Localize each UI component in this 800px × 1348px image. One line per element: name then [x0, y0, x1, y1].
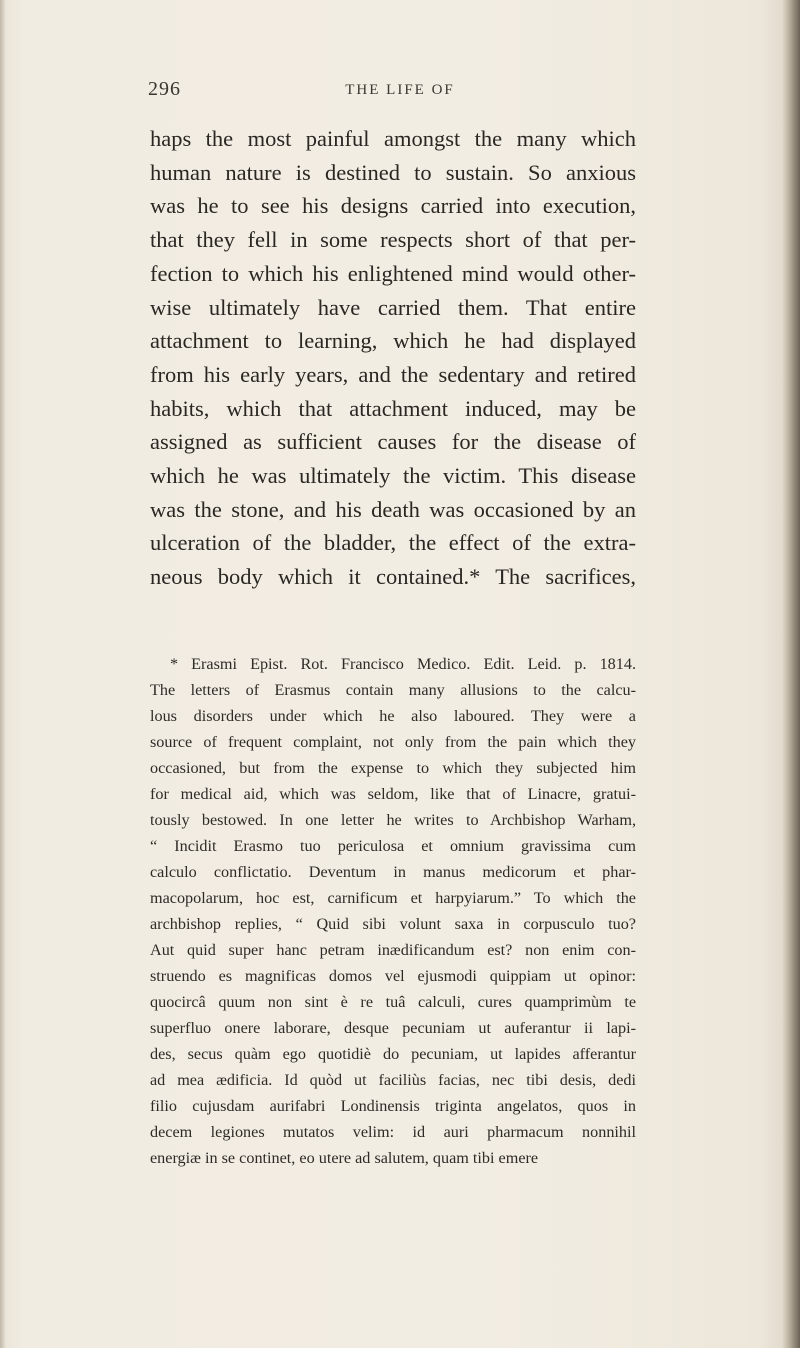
text-line: human nature is destined to sustain. So anxious	[150, 159, 636, 185]
page-left-edge	[0, 0, 6, 1348]
footnote-line: quocircâ quum non sint è re tuâ calculi, cures quamprimùm te	[150, 993, 636, 1011]
footnote-line: The letters of Erasmus contain many allusions to the calcu-	[150, 681, 636, 699]
footnote-line: filio cujusdam aurifabri Londinensis triginta angelatos, quos in	[150, 1097, 636, 1115]
text-line: haps the most painful amongst the many which	[150, 126, 636, 151]
footnote-line: macopolarum, hoc est, carnificum et harpyiarum.” To which the	[150, 889, 636, 907]
text-line: which he was ultimately the victim. This disease	[150, 463, 636, 489]
footnote-line: lous disorders under which he also laboured. They were a	[150, 707, 636, 725]
page-number: 296	[148, 78, 181, 100]
footnote-line: “ Incidit Erasmo tuo periculosa et omnium gravissima cum	[150, 837, 636, 855]
text-line: assigned as sufficient causes for the disease of	[150, 429, 636, 455]
footnote-line: calculo conflictatio. Deventum in manus medicorum et phar-	[150, 863, 636, 881]
footnote-line: energiæ in se continet, eo utere ad salutem, quam tibi emere	[150, 1149, 539, 1167]
footnote-line: Aut quid super hanc petram inædificandum est? non enim con-	[150, 941, 636, 959]
text-line: fection to which his enlightened mind would other-	[150, 260, 636, 286]
footnote-line: archbishop replies, “ Quid sibi volunt saxa in corpusculo tuo?	[150, 915, 636, 933]
running-head: THE LIFE OF	[345, 82, 455, 98]
footnote-line: occasioned, but from the expense to which they subjected him	[150, 759, 636, 777]
footnote-line: decem legiones mutatos velim: id auri pharmacum nonnihil	[150, 1123, 636, 1141]
text-line: was the stone, and his death was occasioned by an	[150, 496, 636, 522]
footnote-line: des, secus quàm ego quotidiè do pecuniam, ut lapides afferantur	[150, 1045, 636, 1063]
text-line: ulceration of the bladder, the effect of the extra-	[150, 530, 636, 556]
footnote	[150, 651, 636, 1171]
footnote-line: source of frequent complaint, not only from the pain which they	[150, 733, 636, 751]
footnote-line: * Erasmi Epist. Rot. Francisco Medico. Edit. Leid. p. 1814.	[170, 655, 636, 673]
page-binding-edge	[782, 0, 800, 1348]
main-text	[150, 122, 636, 594]
text-line: habits, which that attachment induced, may be	[150, 395, 636, 421]
footnote-line: ad mea ædificia. Id quòd ut faciliùs facias, nec tibi desis, dedi	[150, 1071, 636, 1089]
footnote-line: tously bestowed. In one letter he writes to Archbishop Warham,	[150, 811, 636, 829]
text-line: was he to see his designs carried into execution,	[150, 193, 636, 219]
footnote-line: for medical aid, which was seldom, like that of Linacre, gratui-	[150, 785, 636, 803]
text-line: that they fell in some respects short of that per-	[150, 227, 636, 253]
text-line: attachment to learning, which he had displayed	[150, 328, 636, 354]
footnote-line: superfluo onere laborare, desque pecuniam ut auferantur ii lapi-	[150, 1019, 636, 1037]
text-line: wise ultimately have carried them. That entire	[150, 294, 636, 320]
text-line: neous body which it contained.* The sacrifices,	[150, 564, 636, 590]
text-line: from his early years, and the sedentary and retired	[150, 361, 636, 387]
footnote-line: struendo es magnificas domos vel ejusmodi quippiam ut opinor:	[150, 967, 636, 985]
